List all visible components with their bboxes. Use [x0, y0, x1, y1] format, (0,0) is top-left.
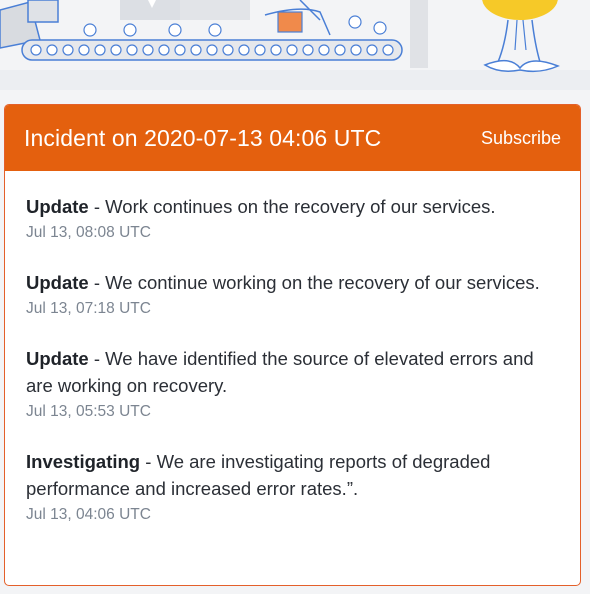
- update-text: [26, 345, 559, 399]
- header-illustration: [0, 0, 590, 100]
- update-status: Update: [26, 272, 89, 293]
- update-item: [26, 345, 559, 422]
- updates-list: [5, 171, 580, 525]
- update-separator: -: [88, 348, 106, 369]
- update-message: We are investigating reports of degraded performance and increased error rates.”.: [26, 451, 491, 499]
- update-time: Jul 13, 07:18 UTC: [26, 300, 151, 317]
- update-time: Jul 13, 05:53 UTC: [26, 403, 151, 420]
- update-item: [26, 269, 559, 319]
- update-message: We have identified the source of elevated errors and are working on recovery.: [26, 348, 534, 396]
- update-message: We continue working on the recovery of our services.: [105, 272, 540, 293]
- update-status: Update: [26, 196, 89, 217]
- update-separator: -: [140, 451, 157, 472]
- incident-card: [4, 104, 581, 586]
- conveyor-belt-icon: [0, 0, 590, 100]
- update-status: Update: [26, 348, 89, 369]
- update-text: [26, 193, 559, 220]
- subscribe-button[interactable]: Subscribe: [480, 127, 561, 148]
- box-icon: [278, 12, 302, 32]
- update-time: Jul 13, 04:06 UTC: [26, 506, 151, 523]
- update-text: [26, 269, 559, 296]
- incident-header: [5, 105, 580, 171]
- update-status: Investigating: [26, 451, 141, 472]
- update-time: Jul 13, 08:08 UTC: [26, 224, 151, 241]
- update-item: [26, 448, 559, 525]
- update-separator: -: [88, 196, 106, 217]
- update-message: Work continues on the recovery of our services.: [105, 196, 496, 217]
- update-item: [26, 193, 559, 243]
- update-text: [26, 448, 559, 502]
- incident-title: Incident on 2020-07-13 04:06 UTC: [24, 124, 382, 151]
- mascot-icon: [482, 0, 558, 71]
- update-separator: -: [88, 272, 106, 293]
